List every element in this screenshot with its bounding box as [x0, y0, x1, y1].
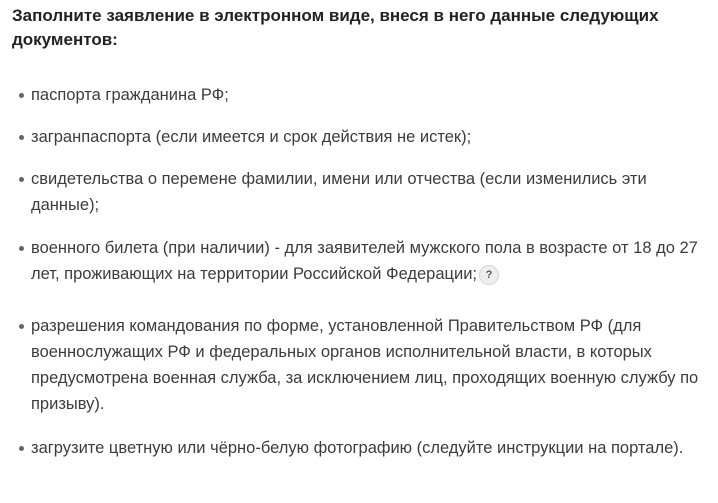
bullet-icon [13, 313, 29, 339]
help-icon[interactable]: ? [479, 265, 499, 285]
list-item-text: свидетельства о перемене фамилии, имени или отчества (если изменились эти данные); [31, 170, 647, 214]
list-item-text: загранпаспорта (если имеется и срок действия не истек); [31, 128, 472, 146]
bullet-icon [13, 435, 29, 461]
list-item-military-id [13, 235, 708, 287]
bullet-icon [13, 82, 29, 108]
list-item-text: разрешения командования по форме, установленной Правительством РФ (для военнослужащих РФ и федеральных органов исполнительной власти, в которых предусмотрена военная служба, за исключением лиц, проходящих военную службу по призыву). [31, 317, 699, 413]
list-item-command-permission [13, 313, 708, 417]
bullet-icon [13, 166, 29, 192]
bullet-icon [13, 124, 29, 150]
list-item-text: паспорта гражданина РФ; [31, 86, 229, 104]
list-item-passport [13, 82, 708, 108]
bullet-icon [13, 235, 29, 261]
list-item-foreign-passport [13, 124, 708, 150]
list-item-text: загрузите цветную или чёрно-белую фотографию (следуйте инструкции на портале). [31, 439, 684, 457]
list-item-name-change-certificate [13, 166, 708, 218]
list-item-text: военного билета (при наличии) - для заявителей мужского пола в возрасте от 18 до 27 лет, проживающих на территории Российской Федерации; [31, 239, 698, 283]
list-item-photo-upload [13, 435, 708, 461]
section-heading: Заполните заявление в электронном виде, внеся в него данные следующих документов: [12, 6, 659, 49]
